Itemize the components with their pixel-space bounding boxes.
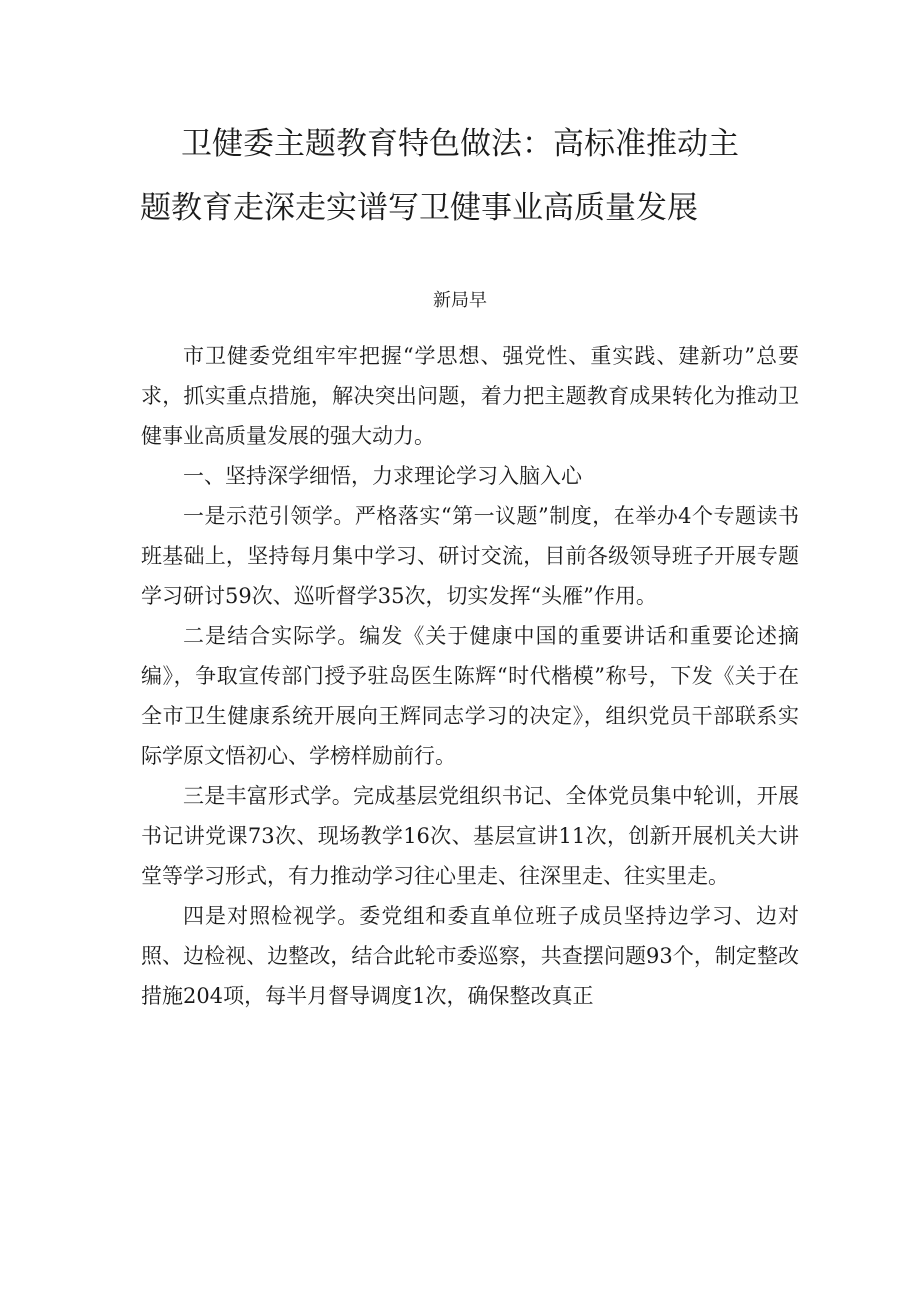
author-byline: 新局早 — [433, 290, 487, 311]
document-body — [141, 336, 799, 1016]
document-title-line-1: 卫健委主题教育特色做法：高标准推动主 — [181, 126, 739, 162]
document-title-line-2: 题教育走深走实谱写卫健事业高质量发展 — [140, 190, 698, 226]
body-paragraph: 一是示范引领学。严格落实“第一议题”制度，在举办4个专题读书班基础上，坚持每月集中学习、研讨交流，目前各级领导班子开展专题学习研讨59次、巡听督学35次，切实发挥“头雁”作用。 — [141, 504, 799, 608]
body-paragraph: 四是对照检视学。委党组和委直单位班子成员坚持边学习、边对照、边检视、边整改，结合此轮市委巡察，共查摆问题93个，制定整改措施204项，每半月督导调度1次，确保整改真正 — [141, 904, 799, 1008]
intro-paragraph: 市卫健委党组牢牢把握“学思想、强党性、重实践、建新功”总要求，抓实重点措施，解决突出问题，着力把主题教育成果转化为推动卫健事业高质量发展的强大动力。 — [141, 344, 799, 448]
section-heading: 一、坚持深学细悟，力求理论学习入脑入心 — [183, 464, 582, 488]
body-paragraph: 二是结合实际学。编发《关于健康中国的重要讲话和重要论述摘编》，争取宣传部门授予驻岛医生陈辉“时代楷模”称号，下发《关于在全市卫生健康系统开展向王辉同志学习的决定》，组织党员干部联系实际学原文悟初心、学榜样励前行。 — [141, 624, 799, 768]
body-paragraph: 三是丰富形式学。完成基层党组织书记、全体党员集中轮训，开展书记讲党课73次、现场教学16次、基层宣讲11次，创新开展机关大讲堂等学习形式，有力推动学习往心里走、往深里走、往实里走。 — [141, 784, 799, 888]
